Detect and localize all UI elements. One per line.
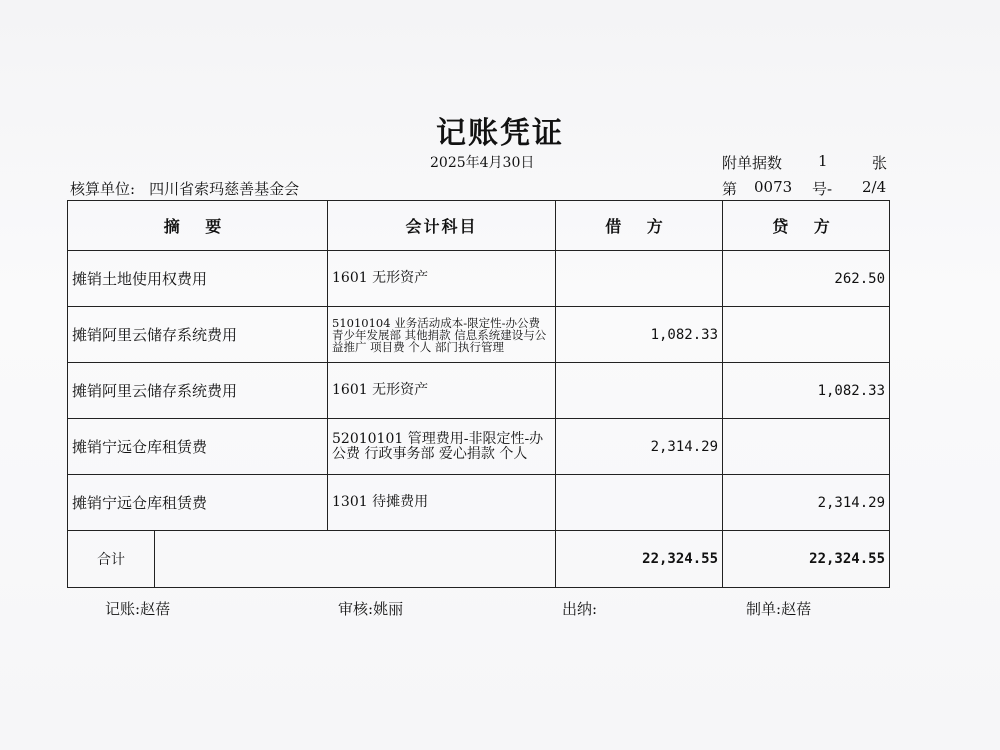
row-account: 52010101 管理费用-非限定性-办公费 行政事务部 爱心捐款 个人 (328, 419, 556, 475)
row-credit: 2,314.29 (723, 475, 890, 531)
unit-label: 核算单位: (70, 180, 136, 198)
total-credit: 22,324.55 (723, 531, 890, 588)
table-row (68, 251, 890, 307)
row-account: 1601 无形资产 (328, 363, 556, 419)
voucher-table (67, 200, 890, 588)
voucher-no-suffix: 号- (812, 180, 833, 198)
row-debit (556, 251, 723, 307)
cashier-label: 出纳: (562, 600, 598, 618)
reviewer (338, 598, 403, 619)
row-summary: 摊销阿里云储存系统费用 (68, 363, 328, 419)
col-debit-header: 借 方 (556, 201, 723, 251)
table-row (68, 363, 890, 419)
voucher-no-prefix: 第 (722, 180, 738, 198)
table-row (68, 419, 890, 475)
voucher-no-value: 0073 (754, 178, 793, 196)
maker-label: 制单: (746, 600, 782, 618)
total-debit: 22,324.55 (556, 531, 723, 588)
bookkeeper-label: 记账: (105, 600, 141, 618)
total-label-cell (68, 531, 556, 588)
reviewer-label: 审核: (338, 600, 374, 618)
attach-label: 附单据数 (722, 154, 783, 172)
row-debit: 1,082.33 (556, 307, 723, 363)
attach-unit: 张 (872, 154, 888, 172)
attach-count: 1 (818, 152, 828, 170)
maker (746, 598, 811, 619)
table-header-row (68, 201, 890, 251)
col-credit-header: 贷 方 (723, 201, 890, 251)
row-account: 1601 无形资产 (328, 251, 556, 307)
row-account: 1301 待摊费用 (328, 475, 556, 531)
voucher-date: 2025年4月30日 (430, 155, 535, 171)
table-row (68, 307, 890, 363)
reviewer-name: 姚丽 (373, 600, 404, 618)
bookkeeper-name: 赵蓓 (140, 600, 171, 618)
unit-name: 四川省索玛慈善基金会 (149, 180, 300, 198)
total-row (68, 531, 890, 588)
voucher-title: 记账凭证 (436, 116, 564, 151)
col-account-header: 会计科目 (328, 201, 556, 251)
col-summary-header: 摘 要 (68, 201, 328, 251)
row-summary: 摊销宁远仓库租赁费 (68, 419, 328, 475)
row-credit: 1,082.33 (723, 363, 890, 419)
row-summary: 摊销土地使用权费用 (68, 251, 328, 307)
row-debit: 2,314.29 (556, 419, 723, 475)
row-summary: 摊销阿里云储存系统费用 (68, 307, 328, 363)
bookkeeper (105, 598, 170, 619)
row-account: 51010104 业务活动成本-限定性-办公费 青少年发展部 其他捐款 信息系统建设与公益推广 项目费 个人 部门执行管理 (328, 307, 556, 363)
cashier (562, 598, 597, 619)
accounting-unit (70, 178, 299, 199)
total-label: 合计 (68, 531, 155, 587)
row-credit: 262.50 (723, 251, 890, 307)
total-blank (155, 531, 555, 587)
row-debit (556, 363, 723, 419)
voucher-page: 2/4 (862, 178, 887, 196)
table-row (68, 475, 890, 531)
maker-name: 赵蓓 (781, 600, 812, 618)
row-credit (723, 419, 890, 475)
row-summary: 摊销宁远仓库租赁费 (68, 475, 328, 531)
row-debit (556, 475, 723, 531)
row-credit (723, 307, 890, 363)
